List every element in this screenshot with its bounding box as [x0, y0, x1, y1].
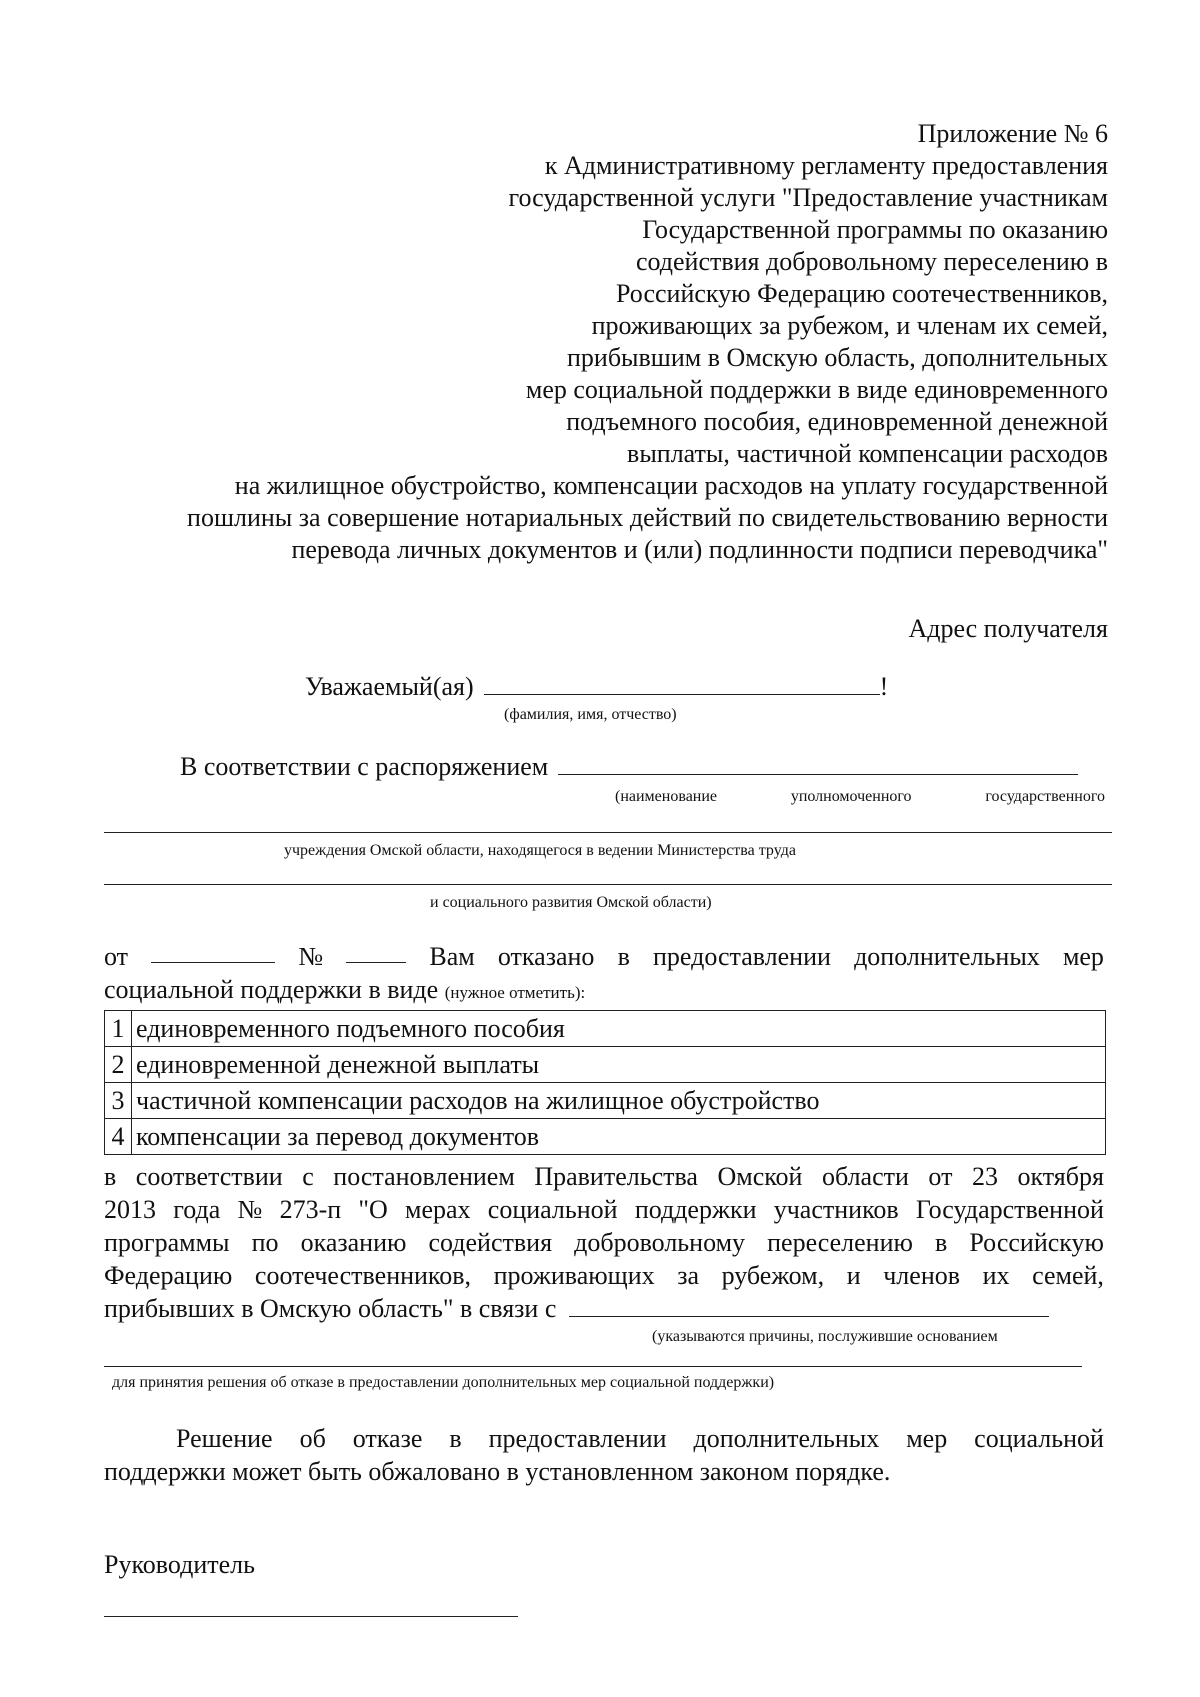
reason-line-2[interactable]	[104, 1366, 1082, 1367]
resolution-line-4: Федерацию соотечественников, проживающих за рубежом, и членов их семей,	[104, 1261, 1104, 1290]
hint-word: государственного	[985, 788, 1105, 805]
measure-label: единовременного подъемного пособия	[132, 1011, 1106, 1047]
greeting-text: Уважаемый(ая)	[305, 672, 474, 701]
header-line: Приложение № 6	[917, 119, 1108, 148]
word: отказано	[497, 942, 595, 971]
appendix-header	[108, 118, 1108, 566]
table-row[interactable]	[105, 1011, 1106, 1047]
header-line: государственной услуги "Предоставление участникам	[508, 183, 1108, 212]
reason-hint-1: (указываются причины, послужившие основанием	[652, 1328, 998, 1345]
institution-name-field[interactable]	[558, 750, 1078, 775]
header-line: Российскую Федерацию соотечественников,	[615, 279, 1108, 308]
number-field[interactable]	[346, 940, 406, 963]
word: мер	[1062, 942, 1104, 971]
header-line: Государственной программы по оказанию	[642, 215, 1108, 244]
measure-label: единовременной денежной выплаты	[132, 1047, 1106, 1083]
signature-line[interactable]	[104, 1616, 518, 1617]
table-row[interactable]	[105, 1119, 1106, 1155]
institution-line-3[interactable]	[104, 884, 1112, 885]
header-line: мер социальной поддержки в виде единовременного	[525, 375, 1108, 404]
resolution-line-5: прибывших в Омскую область" в связи с	[104, 1292, 1104, 1325]
row-number: 2	[105, 1047, 132, 1083]
appeal-line-1: Решение об отказе в предоставлении дополнительных мер социальной	[176, 1424, 1104, 1453]
word: Вам	[429, 942, 475, 971]
header-line: содействия добровольному переселению в	[635, 247, 1108, 276]
table-row[interactable]	[105, 1047, 1106, 1083]
header-line: к Административному регламенту предоставления	[544, 151, 1108, 180]
recipient-name-field[interactable]	[484, 670, 880, 695]
hint-word: (наименование	[615, 788, 718, 805]
resolution-line-2: 2013 года № 273-п "О мерах социальной поддержки участников Государственной	[104, 1195, 1104, 1224]
measures-table	[104, 1010, 1106, 1155]
signature-label: Руководитель	[104, 1550, 255, 1579]
header-line: выплаты, частичной компенсации расходов	[627, 439, 1108, 468]
from-label: от	[104, 942, 129, 971]
date-field[interactable]	[151, 940, 275, 963]
refusal-paragraph	[104, 940, 1104, 1009]
recipient-address: Адрес получателя	[908, 614, 1108, 643]
reason-field[interactable]	[569, 1294, 1049, 1317]
row-number: 1	[105, 1011, 132, 1047]
header-line: на жилищное обустройство, компенсации расходов на уплату государственной	[234, 471, 1108, 500]
word: в	[617, 942, 630, 971]
refusal-line-1	[104, 940, 1104, 973]
header-line: подъемного пособия, единовременной денежной	[566, 407, 1108, 436]
header-line: пошлины за совершение нотариальных действий по свидетельствованию верности	[187, 503, 1108, 532]
greeting-line	[305, 670, 888, 702]
institution-hint-row	[615, 788, 1105, 806]
resolution-line-3: программы по оказанию содействия добровольному переселению в Российскую	[104, 1228, 1104, 1257]
appeal-line-2: поддержки может быть обжаловано в установленном законом порядке.	[104, 1457, 891, 1486]
order-text: В соответствии с распоряжением	[180, 752, 549, 781]
header-line: прибывшим в Омскую область, дополнительных	[567, 343, 1108, 372]
table-row[interactable]	[105, 1083, 1106, 1119]
header-line: проживающих за рубежом, и членам их семей,	[591, 311, 1108, 340]
resolution-line-1: в соответствии с постановлением Правительства Омской области от 23 октября	[104, 1162, 1104, 1191]
refusal-line-2: социальной поддержки в виде (нужное отметить):	[104, 975, 586, 1004]
order-line	[180, 750, 1078, 782]
word: дополнительных	[854, 942, 1040, 971]
number-sign: №	[298, 942, 324, 971]
measure-label: компенсации за перевод документов	[132, 1119, 1106, 1155]
reason-hint-2: для принятия решения об отказе в предоставлении дополнительных мер социальной поддержки)	[112, 1374, 775, 1391]
header-line: перевода личных документов и (или) подлинности подписи переводчика"	[291, 535, 1108, 564]
measure-label: частичной компенсации расходов на жилищное обустройство	[132, 1083, 1106, 1119]
row-number: 4	[105, 1119, 132, 1155]
greeting-exclamation: !	[879, 672, 889, 701]
hint-word: уполномоченного	[790, 788, 912, 805]
institution-hint-3: и социального развития Омской области)	[430, 894, 712, 911]
institution-hint-2: учреждения Омской области, находящегося в ведении Министерства труда	[284, 842, 796, 859]
name-hint: (фамилия, имя, отчество)	[504, 706, 677, 723]
institution-line-2[interactable]	[104, 832, 1112, 833]
resolution-paragraph	[104, 1160, 1104, 1325]
select-note: (нужное отметить):	[444, 983, 586, 1002]
row-number: 3	[105, 1083, 132, 1119]
appeal-paragraph	[104, 1422, 1104, 1488]
word: предоставлении	[652, 942, 831, 971]
